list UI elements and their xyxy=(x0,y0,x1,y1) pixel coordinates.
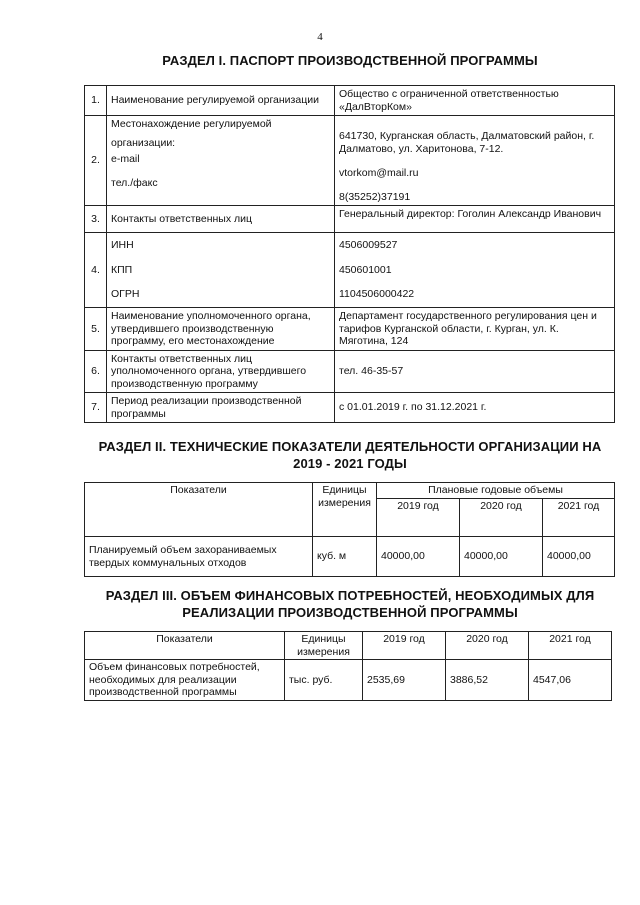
row-value xyxy=(335,233,615,308)
row-label: Наименование регулируемой организации xyxy=(107,86,335,116)
value-line: 1104506000422 xyxy=(339,288,415,300)
value-cell: 40000,00 xyxy=(377,537,460,577)
unit-cell: тыс. руб. xyxy=(285,660,363,701)
financial-needs-table xyxy=(84,631,612,701)
row-value: Общество с ограниченной ответственностью «ДалВторКом» xyxy=(335,86,615,116)
row-value: Генеральный директор: Гоголин Александр Иванович xyxy=(335,206,615,233)
table-row xyxy=(85,308,615,351)
page-number: 4 xyxy=(317,31,323,43)
value-cell: 40000,00 xyxy=(543,537,615,577)
row-label xyxy=(107,116,335,206)
passport-table xyxy=(84,85,615,423)
column-header: 2021 год xyxy=(529,632,612,660)
table-row xyxy=(85,393,615,423)
table-row xyxy=(85,116,615,206)
table-row xyxy=(85,86,615,116)
value-line: 4506009527 xyxy=(339,239,398,251)
row-number: 7. xyxy=(85,393,107,423)
value-line: 641730, Курганская область, Далматовский район, г. Далматово, ул. Харитонова, 7-12. xyxy=(339,130,595,155)
section1-title: РАЗДЕЛ I. ПАСПОРТ ПРОИЗВОДСТВЕННОЙ ПРОГРАММЫ xyxy=(162,53,538,68)
label-line: ОГРН xyxy=(111,288,140,300)
unit-cell: куб. м xyxy=(313,537,377,577)
value-cell: 40000,00 xyxy=(460,537,543,577)
technical-indicators-table xyxy=(84,482,615,577)
section2-title xyxy=(60,438,640,472)
column-header: Единицы измерения xyxy=(313,483,377,537)
column-header: 2020 год xyxy=(446,632,529,660)
table-header-row xyxy=(85,483,615,499)
title-line: РАЗДЕЛ III. ОБЪЕМ ФИНАНСОВЫХ ПОТРЕБНОСТЕЙ, НЕОБХОДИМЫХ ДЛЯ xyxy=(105,588,595,603)
table-header-row xyxy=(85,632,612,660)
label-line: организации: xyxy=(111,136,176,149)
row-label: Контакты ответственных лиц уполномоченного органа, утвердившего производственную программу xyxy=(107,350,335,393)
column-header: 2020 год xyxy=(460,499,543,537)
column-header: Единицы измерения xyxy=(285,632,363,660)
row-number: 2. xyxy=(85,116,107,206)
row-number: 5. xyxy=(85,308,107,351)
row-value: Департамент государственного регулирования цен и тарифов Курганской области, г. Курган, ул. К. Мяготина, 124 xyxy=(335,308,615,351)
title-line: РАЗДЕЛ II. ТЕХНИЧЕСКИЕ ПОКАЗАТЕЛИ ДЕЯТЕЛЬНОСТИ ОРГАНИЗАЦИИ НА xyxy=(98,439,602,454)
table-row xyxy=(85,206,615,233)
column-header: 2019 год xyxy=(377,499,460,537)
column-header: Показатели xyxy=(85,632,285,660)
column-header: Плановые годовые объемы xyxy=(377,483,615,499)
section3-title xyxy=(60,587,640,621)
row-value: тел. 46-35-57 xyxy=(335,350,615,393)
row-label: Наименование уполномоченного органа, утвердившего производственную программу, его местонахождение xyxy=(107,308,335,351)
value-cell: 3886,52 xyxy=(446,660,529,701)
indicator-cell: Планируемый объем захораниваемых твердых коммунальных отходов xyxy=(85,537,313,577)
value-cell: 2535,69 xyxy=(363,660,446,701)
row-value xyxy=(335,116,615,206)
value-line: vtorkom@mail.ru xyxy=(339,167,419,179)
value-cell: 4547,06 xyxy=(529,660,612,701)
table-row xyxy=(85,233,615,308)
row-label: Контакты ответственных лиц xyxy=(107,206,335,233)
label-line: тел./факс xyxy=(111,176,158,189)
title-line: РЕАЛИЗАЦИИ ПРОИЗВОДСТВЕННОЙ ПРОГРАММЫ xyxy=(182,605,518,620)
value-line: 8(35252)37191 xyxy=(339,190,411,203)
table-row xyxy=(85,350,615,393)
value-line: 450601001 xyxy=(339,263,392,276)
label-line: КПП xyxy=(111,263,133,276)
row-number: 4. xyxy=(85,233,107,308)
row-number: 1. xyxy=(85,86,107,116)
indicator-cell: Объем финансовых потребностей, необходимых для реализации производственной программы xyxy=(85,660,285,701)
column-header: 2019 год xyxy=(363,632,446,660)
label-line: e-mail xyxy=(111,153,140,165)
row-label xyxy=(107,233,335,308)
label-line: ИНН xyxy=(111,239,134,251)
column-header: 2021 год xyxy=(543,499,615,537)
title-line: 2019 - 2021 ГОДЫ xyxy=(293,456,407,471)
label-line: Местонахождение регулируемой xyxy=(111,118,272,130)
row-value: с 01.01.2019 г. по 31.12.2021 г. xyxy=(335,393,615,423)
table-row xyxy=(85,537,615,577)
column-header: Показатели xyxy=(85,483,313,537)
row-number: 3. xyxy=(85,206,107,233)
row-number: 6. xyxy=(85,350,107,393)
table-row xyxy=(85,660,612,701)
row-label: Период реализации производственной программы xyxy=(107,393,335,423)
